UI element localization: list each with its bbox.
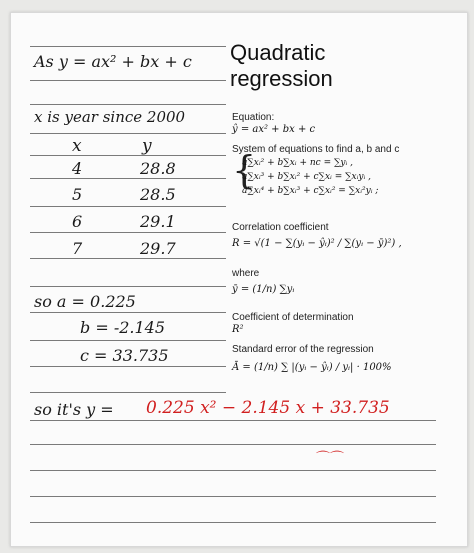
table-cell-x: 7 xyxy=(72,239,83,258)
ruled-line xyxy=(30,80,226,81)
ruled-line xyxy=(30,258,226,259)
coefficient-a: so a = 0.225 xyxy=(34,292,136,311)
ruled-line xyxy=(30,444,436,445)
ruled-line xyxy=(30,470,436,471)
determination-formula: R² xyxy=(232,324,244,335)
system-equation-1: a∑xᵢ² + b∑xᵢ + nc = ∑yᵢ , xyxy=(242,158,354,168)
panel-title xyxy=(230,40,333,92)
ruled-line xyxy=(30,366,226,367)
mean-formula: ȳ = (1/n) ∑yᵢ xyxy=(232,284,295,295)
ruled-line xyxy=(30,206,226,207)
ruled-line xyxy=(30,522,436,523)
table-cell-y: 29.7 xyxy=(140,239,176,258)
handwritten-model-statement: As y = ax² + bx + c xyxy=(34,52,192,71)
table-cell-x: 6 xyxy=(72,212,83,231)
ruled-line xyxy=(30,496,436,497)
smiley-doodle: ⌒⌒ xyxy=(316,451,344,467)
panel-title-line2: regression xyxy=(230,66,333,91)
ruled-line xyxy=(30,178,226,179)
table-cell-y: 28.5 xyxy=(140,185,176,204)
table-cell-x: 4 xyxy=(72,159,83,178)
equation-formula: ŷ = ax² + bx + c xyxy=(232,124,316,135)
ruled-line xyxy=(30,133,226,134)
table-header-y: y xyxy=(142,136,152,156)
ruled-line xyxy=(30,340,226,341)
table-header-x: x xyxy=(72,136,82,156)
correlation-formula: R = √(1 − ∑(yᵢ − ŷᵢ)² / ∑(yᵢ − ȳ)²) , xyxy=(232,238,402,249)
where-label: where xyxy=(232,268,260,279)
system-equation-3: a∑xᵢ⁴ + b∑xᵢ³ + c∑xᵢ² = ∑xᵢ²yᵢ ; xyxy=(242,186,379,196)
system-equation-2: a∑xᵢ³ + b∑xᵢ² + c∑xᵢ = ∑xᵢyᵢ , xyxy=(242,172,372,182)
brace-icon: { xyxy=(232,148,257,192)
determination-label: Coefficient of determination xyxy=(232,312,354,323)
table-cell-y: 29.1 xyxy=(140,212,176,231)
correlation-label: Correlation coefficient xyxy=(232,222,329,233)
answer-prefix: so it's y = xyxy=(34,400,114,419)
notebook-paper xyxy=(10,12,468,547)
coefficient-c: c = 33.735 xyxy=(80,346,169,365)
handwritten-x-definition: x is year since 2000 xyxy=(34,108,186,126)
panel-title-line1: Quadratic xyxy=(230,40,326,65)
coefficient-b: b = -2.145 xyxy=(80,318,166,337)
ruled-line xyxy=(30,104,226,105)
table-cell-y: 28.8 xyxy=(140,159,176,178)
ruled-line xyxy=(30,312,226,313)
ruled-line xyxy=(30,46,226,47)
ruled-line xyxy=(30,232,226,233)
ruled-line xyxy=(30,286,226,287)
stderr-formula: Ā = (1/n) ∑ |(yᵢ − ŷᵢ) / yᵢ| · 100% xyxy=(232,362,392,373)
ruled-line xyxy=(30,155,226,156)
system-label: System of equations to find a, b and c xyxy=(232,144,400,155)
answer-expression: 0.225 x² − 2.145 x + 33.735 xyxy=(146,398,390,418)
ruled-line xyxy=(30,392,226,393)
table-cell-x: 5 xyxy=(72,185,83,204)
ruled-line xyxy=(30,420,436,421)
stderr-label: Standard error of the regression xyxy=(232,344,374,355)
equation-label: Equation: xyxy=(232,112,275,123)
